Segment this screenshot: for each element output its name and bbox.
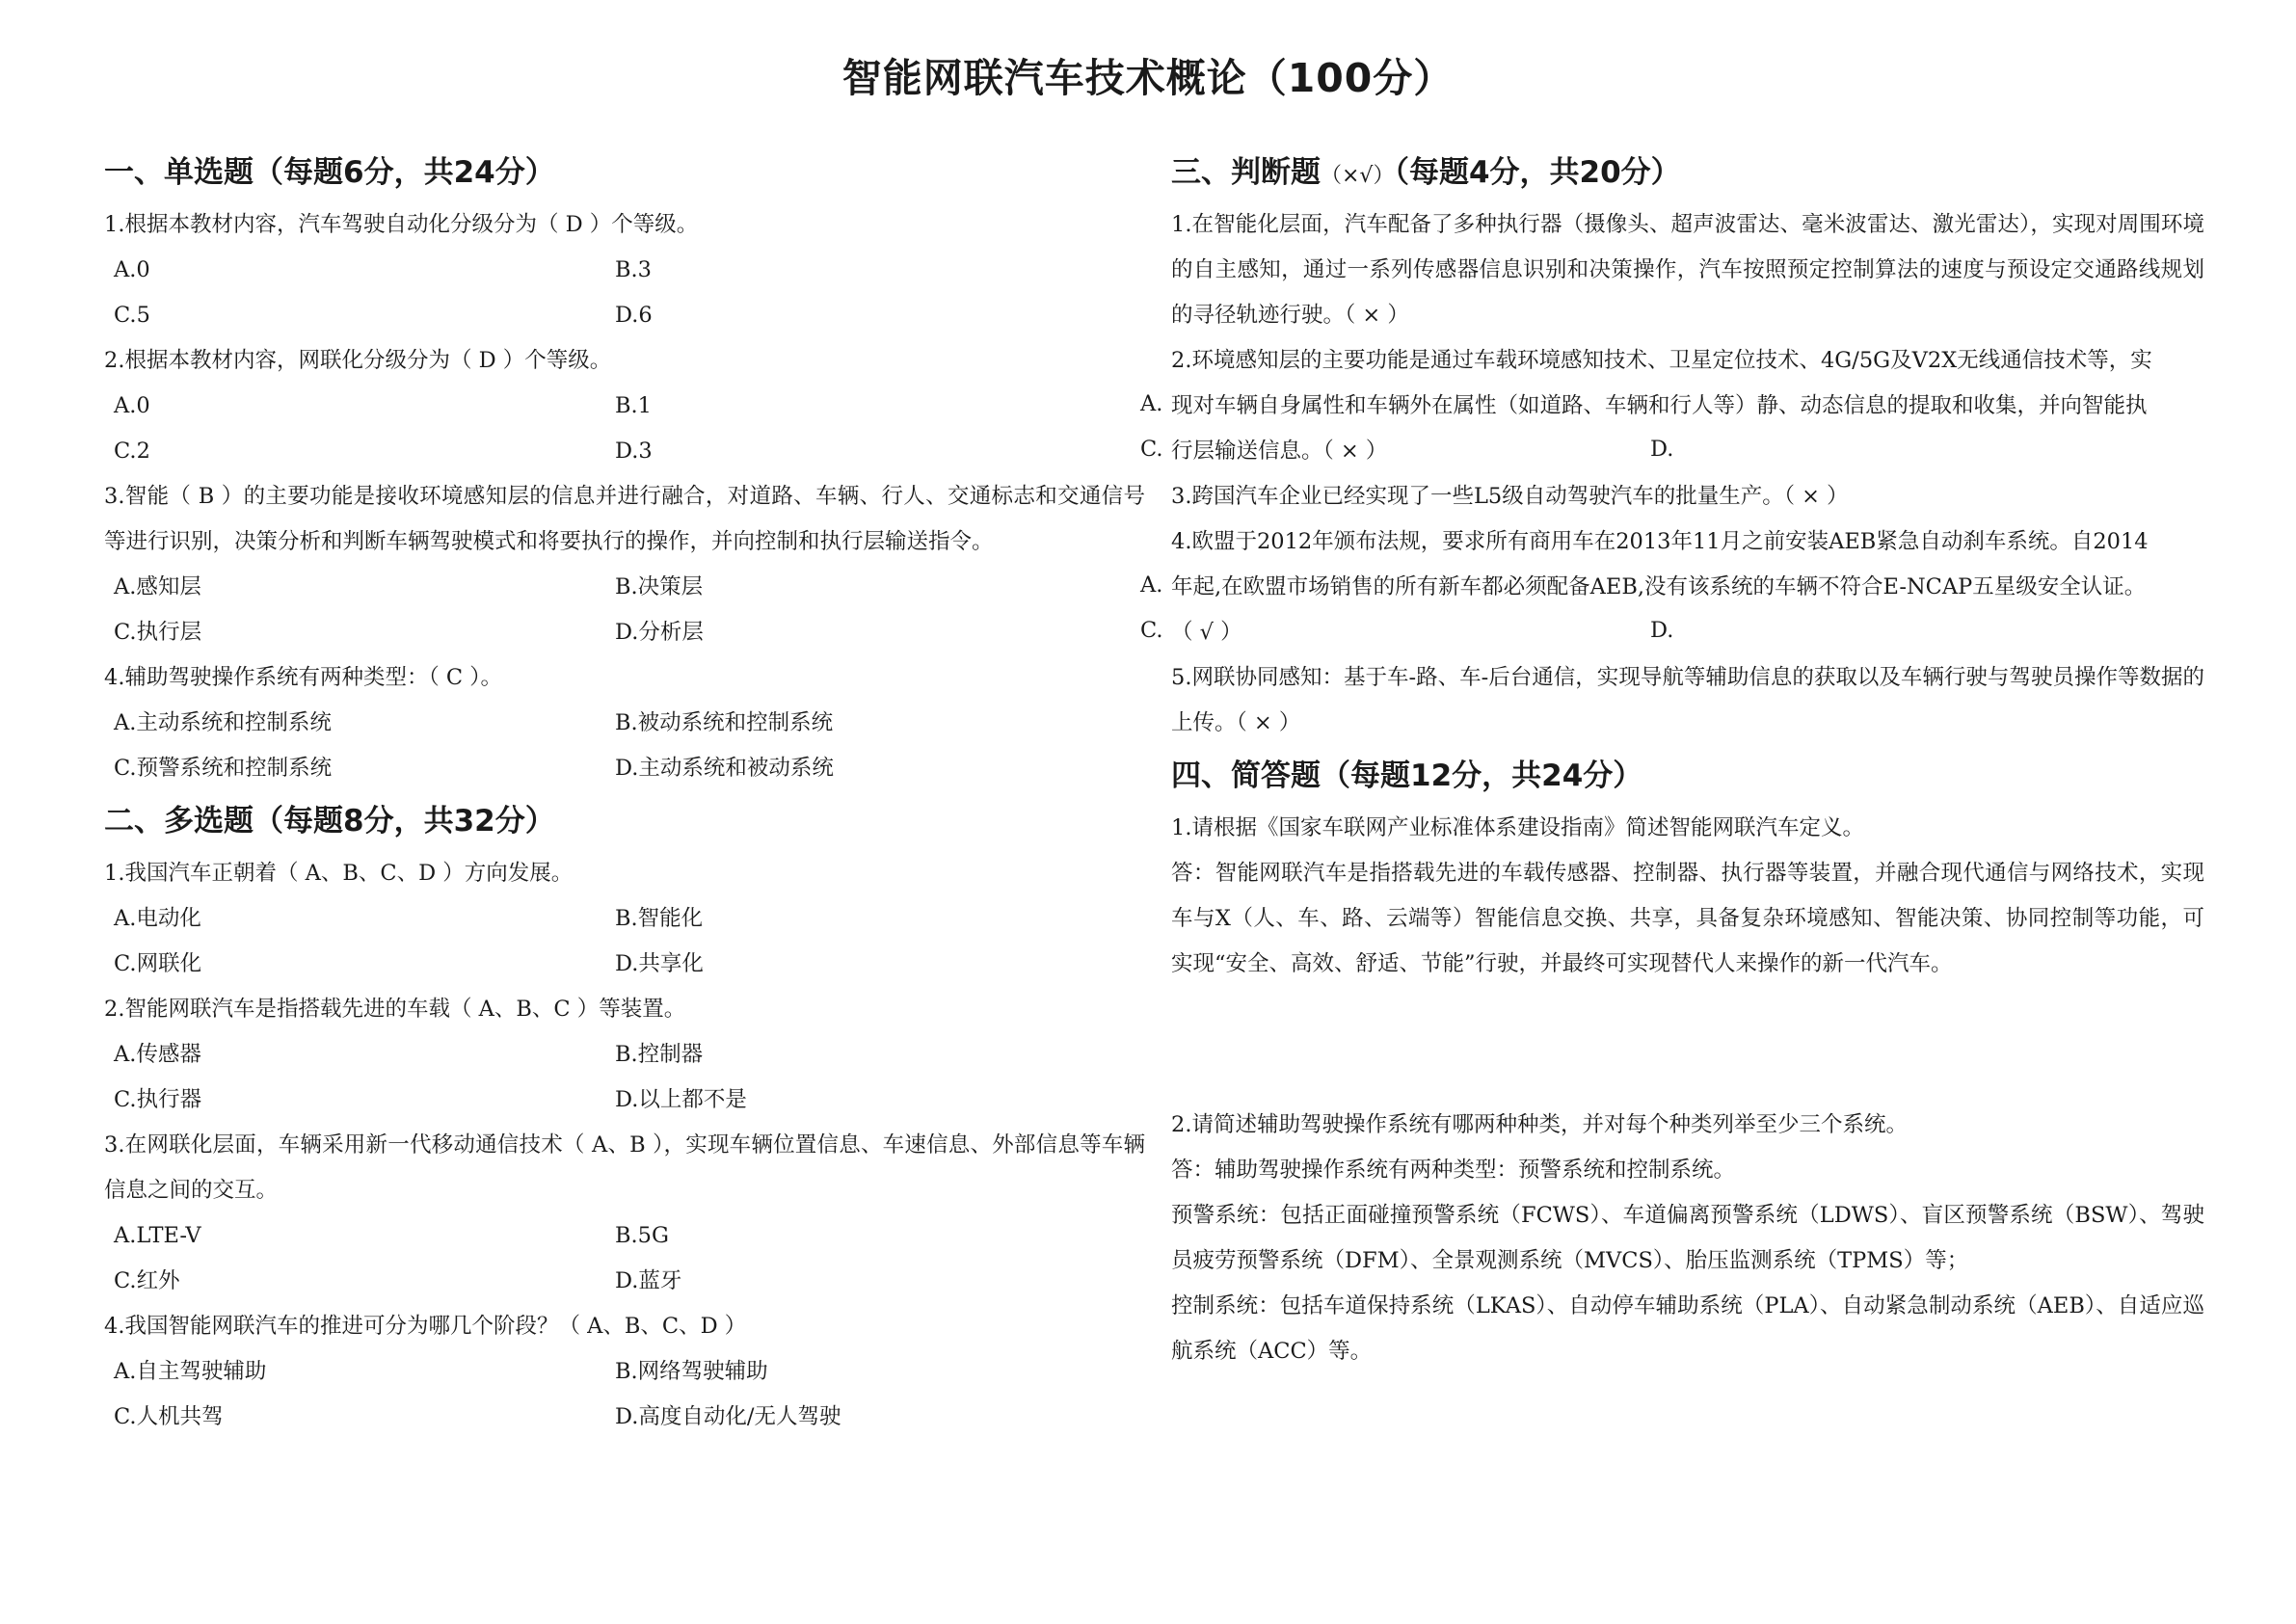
question-text: 1.根据本教材内容，汽车驾驶自动化分级分为（ D ）个等级。	[104, 212, 699, 237]
section-heading-single-choice: 一、单选题（每题6分，共24分）	[104, 155, 555, 190]
option-d: D.共享化	[615, 951, 704, 976]
stray-label-d: D.	[1650, 618, 1674, 643]
option-a: A.传感器	[114, 1042, 201, 1067]
option-b: B.5G	[615, 1223, 669, 1248]
option-row	[104, 746, 1145, 791]
judgment-question-line: 现对车辆自身属性和车辆外在属性（如道路、车辆和行人等）静、动态信息的提取和收集，并向智能执	[1171, 393, 2148, 418]
question-text: 2.根据本教材内容，网联化分级分为（ D ）个等级。	[104, 348, 612, 373]
question-text: 3.智能（ B ）的主要功能是接收环境感知层的信息并进行融合，对道路、车辆、行人、交通标志和交通信号等进行识别，决策分析和判断车辆驾驶模式和将要执行的操作，并向控制和执行层输送指令。	[104, 484, 1145, 554]
option-d: D.以上都不是	[615, 1087, 747, 1112]
short-answer-answer: 答：智能网联汽车是指搭载先进的车载传感器、控制器、执行器等装置，并融合现代通信与网络技术，实现车与X（人、车、路、云端等）智能信息交换、共享，具备复杂环境感知、智能决策、协同控制等功能，可实现“安全、高效、舒适、节能”行驶，并最终可实现替代人来操作的新一代汽车。	[1171, 861, 2204, 976]
stray-label-c: C.	[1140, 437, 1163, 462]
option-c: C.执行器	[114, 1087, 202, 1112]
short-answer-answer: 答：辅助驾驶操作系统有两种类型：预警系统和控制系统。	[1171, 1158, 1736, 1183]
option-row	[104, 1259, 1145, 1304]
option-b: B.决策层	[615, 574, 704, 599]
option-row	[104, 429, 1145, 474]
question-text: 2.智能网联汽车是指搭载先进的车载（ A、B、C ）等装置。	[104, 997, 686, 1022]
option-b: B.控制器	[615, 1042, 704, 1067]
option-row	[104, 896, 1145, 942]
judgment-question-line: 年起,在欧盟市场销售的所有新车都必须配备AEB,没有该系统的车辆不符合E-NCAP五星级安全认证。	[1171, 574, 2147, 599]
option-d: D.主动系统和被动系统	[615, 756, 834, 781]
judgment-question-line: 2.环境感知层的主要功能是通过车载环境感知技术、卫星定位技术、4G/5G及V2X无线通信技术等，实	[1171, 348, 2152, 373]
option-row	[104, 1349, 1145, 1395]
short-answer-answer-control: 控制系统：包括车道保持系统（LKAS）、自动停车辅助系统（PLA）、自动紧急制动系统（AEB）、自适应巡航系统（ACC）等。	[1171, 1293, 2204, 1364]
question-text: 4.我国智能网联汽车的推进可分为哪几个阶段？（ A、B、C、D ）	[104, 1314, 747, 1339]
judgment-question-line: 行层输送信息。（ × ）	[1171, 439, 1388, 464]
short-answer-answer-warning: 预警系统：包括正面碰撞预警系统（FCWS）、车道偏离预警系统（LDWS）、盲区预警系统（BSW）、驾驶员疲劳预警系统（DFM）、全景观测系统（MVCS）、胎压监测系统（TPMS）等；	[1171, 1203, 2204, 1273]
left-column	[104, 143, 1145, 1440]
short-answer-question: 1.请根据《国家车联网产业标准体系建设指南》简述智能网联汽车定义。	[1171, 815, 1864, 840]
stray-label-a: A.	[1140, 572, 1163, 598]
option-row	[104, 610, 1145, 655]
option-d: D.分析层	[615, 620, 704, 645]
right-column	[1171, 143, 2204, 1374]
option-d: D.高度自动化/无人驾驶	[615, 1404, 841, 1429]
option-c: C.2	[114, 439, 150, 464]
page-title: 智能网联汽车技术概论（100分）	[841, 55, 1455, 101]
judgment-question: 3.跨国汽车企业已经实现了一些L5级自动驾驶汽车的批量生产。（ × ）	[1171, 484, 1849, 509]
stray-label-d: D.	[1650, 437, 1674, 462]
option-b: B.网络驾驶辅助	[615, 1359, 768, 1384]
option-c: C.网联化	[114, 951, 202, 976]
option-b: B.3	[615, 257, 653, 282]
section-heading-true-false: 三、判断题（×√）（每题4分，共20分）	[1171, 155, 1681, 190]
option-a: A.0	[114, 393, 150, 418]
option-a: A.0	[114, 257, 150, 282]
option-c: C.预警系统和控制系统	[114, 756, 333, 781]
option-a: A.自主驾驶辅助	[114, 1359, 267, 1384]
question-text: 4.辅助驾驶操作系统有两种类型：（ C ）。	[104, 665, 502, 690]
option-b: B.1	[615, 393, 653, 418]
option-c: C.执行层	[114, 620, 202, 645]
option-a: A.感知层	[114, 574, 201, 599]
option-row	[104, 1078, 1145, 1123]
judgment-question-line: 4.欧盟于2012年颁布法规，要求所有商用车在2013年11月之前安装AEB紧急自动刹车系统。自2014	[1171, 529, 2149, 554]
option-a: A.主动系统和控制系统	[114, 710, 332, 735]
option-row	[104, 1032, 1145, 1078]
option-row	[104, 248, 1145, 293]
question-text: 3.在网联化层面，车辆采用新一代移动通信技术（ A、B ），实现车辆位置信息、车速信息、外部信息等车辆信息之间的交互。	[104, 1132, 1145, 1203]
option-c: C.5	[114, 303, 150, 328]
judgment-question: 1.在智能化层面，汽车配备了多种执行器（摄像头、超声波雷达、毫米波雷达、激光雷达），实现对周围环境的自主感知，通过一系列传感器信息识别和决策操作，汽车按照预定控制算法的速度与预设定交通路线规划的寻径轨迹行驶。（ × ）	[1171, 212, 2204, 328]
option-c: C.人机共驾	[114, 1404, 224, 1429]
option-a: A.LTE-V	[114, 1223, 201, 1248]
heading-mark: （×√）	[1321, 164, 1395, 188]
option-d: D.6	[615, 303, 653, 328]
option-d: D.蓝牙	[615, 1268, 682, 1293]
option-a: A.电动化	[114, 906, 201, 931]
option-row	[104, 942, 1145, 987]
option-d: D.3	[615, 439, 653, 464]
option-row	[104, 701, 1145, 746]
judgment-question: 5.网联协同感知：基于车-路、车-后台通信，实现导航等辅助信息的获取以及车辆行驶与驾驶员操作等数据的上传。（ × ）	[1171, 665, 2204, 735]
short-answer-question: 2.请简述辅助驾驶操作系统有哪两种种类，并对每个种类列举至少三个系统。	[1171, 1112, 1908, 1137]
option-b: B.被动系统和控制系统	[615, 710, 834, 735]
option-b: B.智能化	[615, 906, 704, 931]
option-row	[104, 1395, 1145, 1440]
question-text: 1.我国汽车正朝着（ A、B、C、D ）方向发展。	[104, 861, 574, 886]
stray-label-a: A.	[1140, 391, 1163, 416]
option-row	[104, 293, 1145, 338]
stray-label-c: C.	[1140, 618, 1163, 643]
option-row	[104, 384, 1145, 429]
option-row	[104, 565, 1145, 610]
judgment-question-line: （ √ ）	[1171, 620, 1242, 645]
option-row	[104, 1213, 1145, 1259]
option-c: C.红外	[114, 1268, 180, 1293]
section-heading-multiple-choice: 二、多选题（每题8分，共32分）	[104, 804, 555, 839]
section-heading-short-answer: 四、简答题（每题12分，共24分）	[1171, 759, 1643, 793]
